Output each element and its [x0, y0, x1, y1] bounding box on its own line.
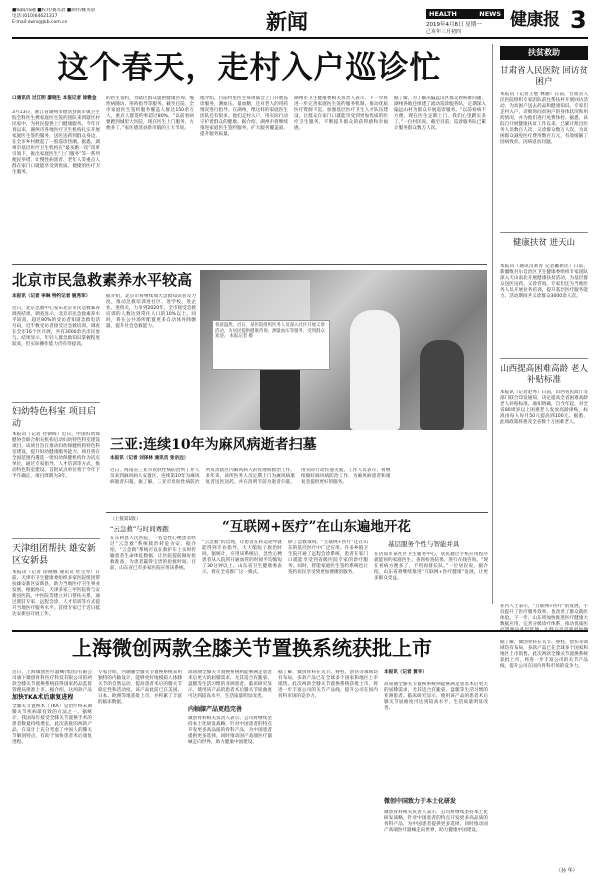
- top-story-col-3: 他介绍，目前村里医生每周都会上门开展巡诊服务，测血压、量血糖，还对老人的用药情况进行指导。在湖州，像这样的家庭医生团队还有很多。他们走村入户，用实际行动守护着群众的健康。据介绍，湖州市将继续推进家庭医生签约服务，扩大服务覆盖面，提升服务质量。: [200, 96, 288, 137]
- tianjin-text: 本报讯（记者 徐晓娜 通讯员 杜宝琴）日前，天津市卫生健康委组织多家医院组团帮扶雄安新区安新县，助力当地医疗卫生事业发展。根据协议，天津多家三甲医院将与安新县医院、中医院等建立对口帮扶关系，通过派驻专家、远程会诊、人才培训等方式提升当地医疗服务水平。首批专家已于近日抵达安新县开展工作。: [12, 570, 100, 617]
- bottom-story-subhead-3: 微创中国致力于本土化研发: [384, 798, 457, 805]
- top-story-byline: 口通讯员 过江明 廖晓生 本报记者 徐雅金: [12, 96, 97, 101]
- masthead-rule: [12, 37, 588, 39]
- shandong-col-2: “云急救”的出现，让患者在转运途中就能得到专业指导，大大缩短了救治时间。据统计，应用该系统后，急性心梗患者从入院到开通血管的时间平均缩短了30分钟以上。山东省卫生健康委表示，将在全省推广这一模式。: [202, 540, 282, 575]
- sidebar-story-2-title: 健康扶贫 进天山: [512, 238, 576, 248]
- fuyou-text: 本报讯（记者 付朝晖）近日，中国妇幼保健协会联合相关机构启动妇幼特色科室建设项目。该项目旨在推动妇幼保健机构特色科室建设，提升妇幼健康服务能力。项目将在全国范围内遴选一批妇幼保健机构作为试点单位，通过专家指导、人才培训等方式，推动特色科室建设。首批试点单位将于今年下半年确定，项目周期为3年。: [12, 432, 100, 479]
- bottom-story-byline: 本报讯（记者 黄辛）: [384, 670, 427, 675]
- top-story-col-1: 3月13日，浙江省湖州市德清县新市镇卫生院全科医生携家庭医生签约团队来到辖区村民家中，为村民提供上门健康服务。今年开春以来，湖州市各地医疗卫生机构扎实开展家庭医生签约服务，送医送药到群众身边，在全市乡村掀起了一股巡诊热潮。据悉，湖州市基层医疗卫生机构在“最多跑一次”改革引领下，推出家庭医生“上门服务”等一系列便民举措，让慢性病患者、老年人等重点人群在家门口就能享受到优质、便捷的医疗卫生服务。: [12, 110, 100, 175]
- tianjin-headline: 天津组团帮扶 雄安新区安新县: [12, 544, 96, 566]
- bottom-story-col-3: 专家介绍，内轴膝全膝关节置换系统采用独特的内轴设计，能够更好地模拟人体膝关节的自然运动，提高患者术后的膝关节稳定性和活动度。该产品此前已在美国、日本、欧洲等地获批上市，并积累了丰富的临床数据。: [98, 670, 182, 705]
- shandong-headline: “互联网+医疗”在山东遍地开花: [222, 519, 411, 535]
- sidebar-divider: [492, 44, 493, 604]
- beijing-byline: 本报讯（记者 李琳 特约记者 姚秀军）: [12, 294, 91, 299]
- masthead-contact: [12, 8, 182, 34]
- photo-figure-center: [350, 310, 400, 430]
- photo-caption: 春意盎然，近日，某医院组织医务人员深入社区开展义诊活动，为居民提供健康咨询、测量血压等服务，受到群众欢迎。 本报记者 摄: [212, 320, 330, 370]
- contact-line-email: E-mail:xwrx@jkb.com.cn: [12, 20, 68, 25]
- sidebar-rule-1: [500, 232, 588, 233]
- sidebar-column-title: 扶贫救助: [500, 46, 588, 60]
- bottom-story-col-9: 据了解，微创骨科在关节、脊柱、创伤等领域均有布局，多款产品已在全球多个国家和地区上市销售。此次两款全膝关节置换系统获批上市，将进一步丰富公司的关节产品线，提升公司在国内骨科市场的竞争力。: [500, 640, 588, 669]
- sidebar-story-3-title: 山西提高困难高龄 老人补贴标准: [500, 364, 588, 385]
- sanya-rule: [106, 512, 488, 513]
- bottom-story-subhead-1: 加快TKA术后康复进程: [12, 694, 74, 701]
- section-title: 新闻: [266, 9, 308, 34]
- top-story-headline-text: 这个春天，走村入户巡诊忙: [57, 50, 442, 86]
- paper-name: 健康报: [510, 10, 560, 30]
- shandong-col-3: 除了急救领域，“互联网+医疗”还在山东的基层医疗中广泛应用。许多乡镇卫生院开通了远程会诊系统，患者在家门口就能享受到省级医院专家的诊疗服务。同时，智能家庭医生签约系统也让签约居民享受到更加便捷的服务。: [288, 540, 368, 575]
- beijing-col-2: 据介绍，北京市将继续加大急救知识普及力度，推动急救培训进社区、进学校、进企业、进机关，力争到2020年，全市接受急救培训的人数达到常住人口的10%以上。同时，将在公共场所配置更多自动体外除颤器，提升社会急救能力。: [106, 294, 196, 329]
- beijing-col-1: 近日，北京急救中心发布北京市民急救素养调查结果。调查显示，北京市民急救素养水平较高，超过80%的受访者知道急救电话号码，近半数受访者接受过急救培训。调查在全市16个区开展，共有3000余名市民参与。结果显示，年轻人群急救知识掌握程度较高，但实际操作能力仍有待提高。: [12, 306, 100, 347]
- sidebar-story-1-title: 甘肃省人民医院 回访贫困户: [500, 66, 588, 87]
- bottom-story-subhead-2: 内轴膝产品更趋完善: [188, 706, 243, 713]
- sidebar-story-3-text: 本报讯（记者赵秀）日前，山西省民政厅等部门联合印发通知，决定提高全省困难高龄老人补贴标准。通知明确，自今年起，对全省80周岁以上困难老人发放高龄津贴，标准由每人每月50元提高到100元。据悉，此项政策将惠及全省数十万困难老人。: [500, 390, 588, 425]
- contact-line-editors: ■编辑/钱融 ■校对/赛苏晨 ■制作/姚英晨: [12, 8, 96, 13]
- sanya-headline: 三亚:连续10年为麻风病逝者扫墓: [110, 437, 317, 453]
- sidebar-rule-2: [500, 358, 588, 359]
- sidebar-story-1-text: 本报讯（记者王璧 林丽）日前，甘肃省人民医院组织专家团队前往帮扶村开展回访活动，为贫困户送去药品和健康知识。专家们走村入户，详细询问贫困户的身体状况和用药情况，并为他们进行免费体检。据悉，该院自开展健康扶贫工作以来，已累计派出医务人员数百人次，义诊群众数万人次，为贫困群众减免医疗费用数百万元，有效缓解了因病致贫、因病返贫问题。: [500, 92, 588, 145]
- brand-en-health: HEALTH: [429, 10, 457, 18]
- sanya-byline: 本报讯（记者 刘泽林 通讯员 张宗远）: [110, 456, 189, 461]
- bottom-story-col-4: 高屈曲全膝关节置换系统则能够满足患者术后更大的屈膝需求，尤其适合有跪姿、盘腿等生活习惯的亚洲患者。临床研究显示，使用该产品的患者术后膝关节屈曲度可达到较高水平，生活质量明显改善。: [188, 670, 272, 699]
- top-story-headline: [12, 48, 487, 88]
- shandong-tag: （上接第1版）: [110, 517, 141, 522]
- shandong-col-1: 在东阿县人民医院，一名急性心梗患者经过“云急救”系统救治转危为安。据介绍，“云急救”系统可以在救护车上实时传输患者生命体征数据，让医院提前做好抢救准备，为患者赢得宝贵的抢救时间。目前，山东省已有多家医院应用该系统。: [110, 536, 196, 571]
- contact-line-phone: 电话:(010)64621317: [12, 14, 58, 19]
- bottom-story-headline-text: 上海微创两款全膝关节置换系统获批上市: [72, 636, 432, 660]
- bottom-story-col-7: 高屈曲全膝关节置换系统则能够满足患者术后更大的屈膝需求，尤其适合有跪姿、盘腿等生活习惯的亚洲患者。临床研究显示，使用该产品的患者术后膝关节屈曲度可达到较高水平，生活质量明显改善。: [384, 682, 488, 711]
- top-story-bottom-rule: [12, 264, 487, 265]
- sidebar-story-2-text: 本报讯（通讯员刘青 记者戴新民）日前，新疆维吾尔自治区卫生健康委组织专家团队深入天山南北开展健康扶贫活动，为基层群众送医送药、义诊咨询。专家们还为当地医务人员开展业务培训，提升基层医疗服务能力。活动期间共义诊群众3000余人次。: [500, 264, 588, 299]
- bottom-story-col-5: 微创骨科相关负责人表示，公司将继续坚持本土化研发战略，针对中国患者的特点开发更多高品质的骨科产品，为中国患者提供更多选择，同时推动国产高端医疗器械走向世界，助力健康中国建设。: [188, 716, 272, 745]
- shandong-col-5: 业内人士表示，“互联网+医疗”的发展，不仅提升了医疗服务效率，也改善了群众就医体验。下一步，山东将加快推进医疗健康大数据应用，完善分级诊疗体系，推动优质医: [500, 604, 588, 627]
- bottom-story-col-1: 近日，上海微创医疗器械(集团)有限公司旗下微创骨科医疗科技有限公司的两款全膝关节置换系统获得国家药品监督管理局批准上市。据介绍，这两款产品: [12, 670, 92, 692]
- shandong-subhead-1: “云急救”与时间赛跑: [110, 525, 169, 533]
- bottom-story-col-6: 据了解，微创骨科在关节、脊柱、创伤等领域均有布局，多款产品已在全球多个国家和地区上市销售。此次两款全膝关节置换系统获批上市，将进一步丰富公司的关节产品线，提升公司在国内骨科市场的竞争力。: [278, 670, 378, 699]
- lunar-date: 己亥年三月初四: [426, 29, 462, 35]
- bottom-story-headline: [12, 634, 492, 662]
- issue-date: 2019年4月8日 星期一: [426, 22, 482, 28]
- top-story-col-5: 据了解，为了解决偏远山区群众看病难问题，湖州各地还组建了流动巡诊服务队，定期深入偏远山村为群众开展巡诊服务。“以前看病不方便，现在医生定期上门，我们心里踏实多了。”一位村民说。截至目前，巡诊服务队已累计服务群众数万人次。: [394, 96, 486, 131]
- bottom-story-col-2: 全膝关节置换术（TKA）是治疗终末期膝关节疾病最有效的方法之一。据统计，我国每年接受全膝关节置换手术的患者数量持续增长。此次获批的两款产品，在设计上充分考虑了中国人的膝关节解剖特点，有助于加快患者术后康复进程。: [12, 704, 92, 745]
- shandong-col-4: 在济南市某社区卫生服务中心，居民通过手机应用程序就能预约家庭医生、查询检查结果、进行在线咨询。“现在看病方便多了，不用再排长队。”一位居民说。据介绍，山东省将继续推进“互联网+医疗健康”发展，让更多群众受益。: [374, 552, 488, 581]
- fuyou-rule: [12, 538, 100, 539]
- beijing-rule: [12, 402, 100, 403]
- brand-en-badge: [426, 9, 504, 19]
- bottom-story-top-rule: [12, 630, 588, 632]
- top-story-col-4: 湖州市卫生健康委相关负责人表示，下一步将进一步完善家庭医生签约服务机制，推动优质医疗资源下沉，加强基层医疗卫生人才队伍建设，让群众在家门口就能享受到更加优质的医疗卫生服务，不断提升群众的获得感和幸福感。: [294, 96, 388, 131]
- page-number: 3: [570, 6, 587, 34]
- beijing-headline: 北京市民急救素养水平较高: [12, 271, 193, 289]
- fuyou-headline: 妇幼特色科室 项目启动: [12, 407, 96, 429]
- photo-figure-right: [420, 340, 464, 430]
- top-story-col-2: 的医生签约，为辖区群众提供健康咨询、慢性病随访、用药指导等服务。截至目前，全市家庭医生签约服务覆盖人群达150余万人，重点人群签约率超过80%。“以前看病要跑到城里大医院，现在医生上门服务，方便多了。”家住德清县新市镇的王大爷说。: [106, 96, 194, 131]
- shandong-subhead-2: 基层服务个性与智能并具: [388, 540, 460, 548]
- sanya-text: 近日，海南省三亚市皮肤性病防治所工作人员来到麻风病人安置区，连续第10年为麻风病逝者扫墓。据了解，三亚市皮肤性病防治所负责辖区内麻风病人的管理和救治工作，多年来，该所医务人员定期上门为麻风病康复者送医送药，并在清明节前为逝者扫墓，用实际行动传递关爱。工作人员表示，将继续做好麻风病防治工作，为麻风病患者和康复者提供更好的服务。: [110, 468, 391, 485]
- brand-en-news: NEWS: [479, 10, 501, 18]
- footer-note: （孙 华）: [556, 868, 578, 874]
- bottom-story-col-8: 微创骨科相关负责人表示，公司将继续坚持本土化研发战略，针对中国患者的特点开发更多高品质的骨科产品，为中国患者提供更多选择，同时推动国产高端医疗器械走向世界，助力健康中国建设。: [384, 810, 488, 833]
